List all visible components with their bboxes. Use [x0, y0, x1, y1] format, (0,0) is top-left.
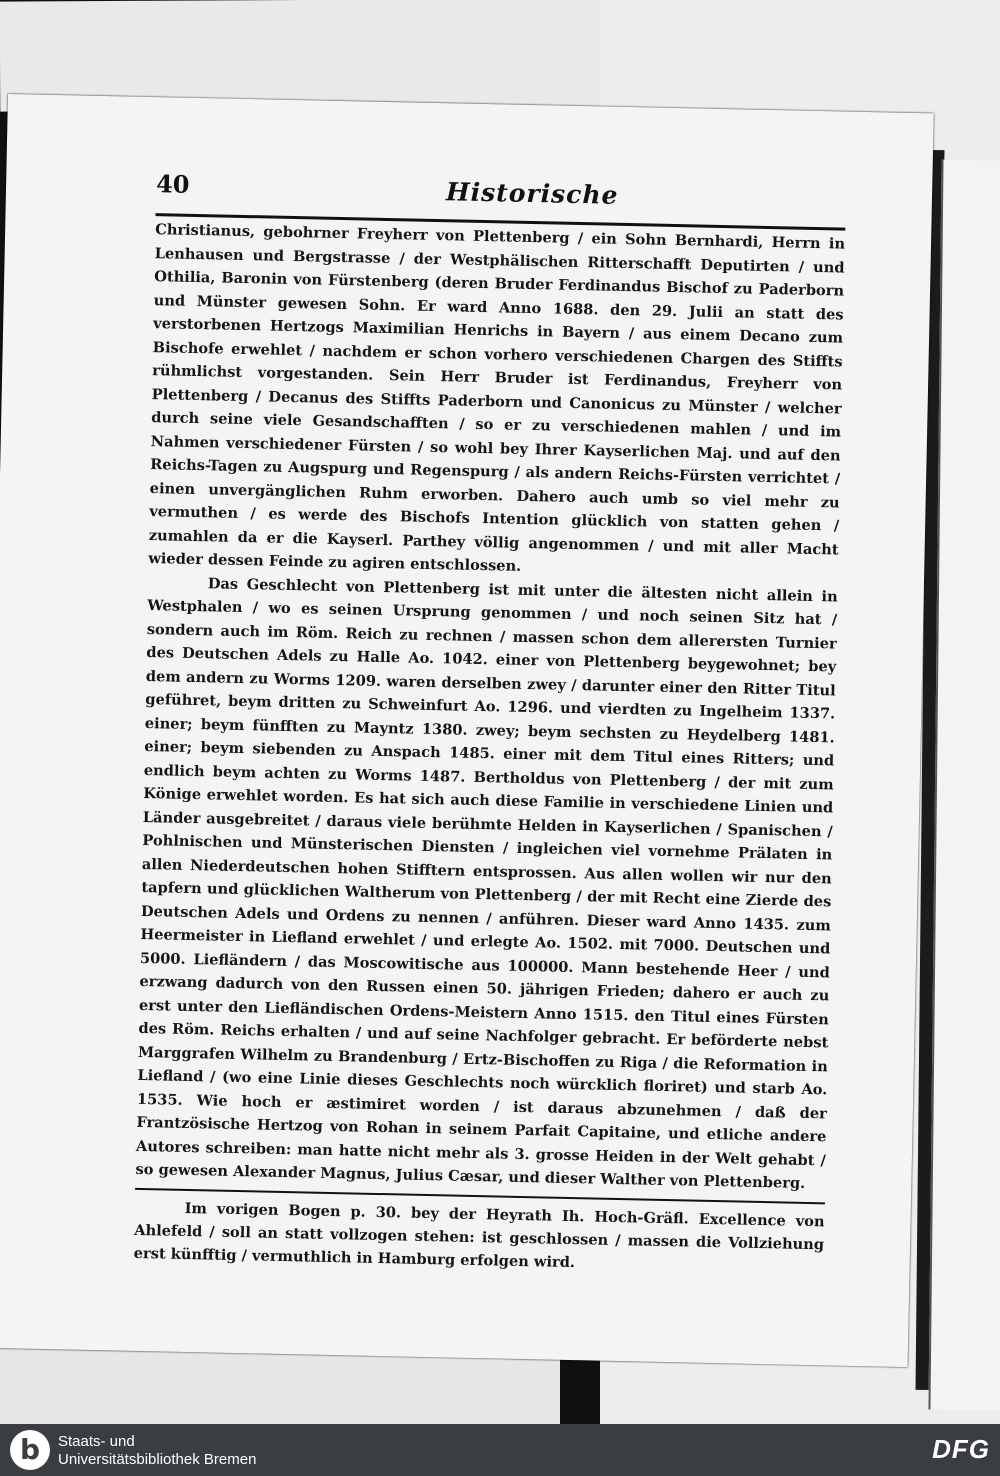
body-paragraph-2: Das Geschlecht von Plettenberg ist mit unter die ältesten nicht allein in Westphalen / wo es seinen Ursprung genommen / und noch seinen Sitz hat / sondern auch im Röm. Reich zu rechnen / massen schon dem allerersten Turnier des Deutschen Adels zu Halle Ao. 1042. einer von Plettenberg beygewohnet; bey dem andern zu Worms 1209. waren derselben zwey / darunter einer den Ritter Titul geführet, beym dritten zu Schweinfurt Ao. 1296. und vierdten zu Ingelheim 1337. einer; beym fünfften zu Mayntz 1380. zwey; beym sechsten zu Heydelberg 1481. einer; beym siebenden zu Anspach 1485. einer mit dem Titul eines Ritters; und endlich beym achten zu Worms 1487. Bertholdus von Plettenberg / der mit zum Könige erwehlet worden. Es hat sich auch diese Familie in verschiedene Linien und Länder ausgebreitet / daraus viele berühmte Helden in Kayserlichen / Spanischen / Pohlnischen und Münsterischen Diensten / ingleichen viel vornehme Prälaten in allen Niederdeutschen hohen Stifftern entsprossen. Aus allen wollen wir nur den tapfern und glücklichen Waltherum von Plettenberg / der mit Recht eine Zierde des Deutschen Adels und Ordens zu nennen / anführen. Dieser ward Anno 1435. zum Heermeister in Liefland erwehlet / und erlegte Ao. 1502. mit 7000. Deutschen und 5000. Liefländern / das Moscowitische aus 100000. Mann bestehende Heer / und erzwang dadurch von den Russen einen 50. jährigen Frieden; dahero er auch zu erst unter den Liefländischen Ordens-Meistern Anno 1515. den Titul eines Fürsten des Röm. Reichs erhalten / und auf seine Nachfolger gebracht. Er beförderte nebst Marggrafen Wilhelm zu Brandenburg / Ertz-Bischoffen zu Riga / die Reformation in Liefland / (wo eine Linie dieses Geschlechts noch würcklich floriret) und starb Ao. 1535. Wie hoch er æstimiret worden / ist daraus abzunehmen / daß der Frantzösische Hertzog von Rohan in seinem Parfait Capitaine, und etliche andere Autores schreiben: man hatte nicht mehr als 3. grosse Heiden in der Welt gehabt / so gewesen Alexander Magnus, Julius Cæsar, und dieser Walther von Plettenberg.: [135, 574, 838, 1192]
running-title: Historische: [445, 177, 619, 210]
page-content: [134, 169, 847, 1279]
document-page: [0, 94, 934, 1367]
body-paragraph-1: Christianus, gebohrner Freyherr von Plettenberg / ein Sohn Bernhardi, Herrn in Lenhausen und Bergstrasse / der Westphälischen Ritterschafft Deputirten / und Othilia, Baronin von Fürstenberg (deren Bruder Ferdinandus Bischof zu Paderborn und Münster gewesen Sohn. Er ward Anno 1688. den 29. Julii an statt des verstorbenen Hertzogs Maximilian Henrichs in Bayern / aus einem Decano zum Bischofe erwehlet / nachdem er schon vorhero verschiedenen Chargen des Stiffts rühmlichst vorgestanden. Sein Herr Bruder ist Ferdinandus, Freyherr von Plettenberg / Decanus des Stiffts Paderborn und Canonicus zu Münster / welcher durch seine viele Gesandschafften / so er zu verschiedenen mahlen / und im Nahmen verschiedener Fürsten / so wohl bey Ihrer Kayserlichen Maj. und auf den Reichs-Tagen zu Augspurg und Regenspurg / als andern Reichs-Fürsten verrichtet / einen unvergänglichen Ruhm erworben. Dahero auch umb so viel mehr zu vermuthen / es werde des Bischofs Intention glücklich von statten gehen / zumahlen da er die Kayserl. Parthey völlig angenommen / und mit aller Macht wieder dessen Feinde zu agiren entschlossen.: [148, 221, 846, 575]
library-name-line-2: Universitätsbibliothek Bremen: [58, 1451, 257, 1468]
page-number: 40: [155, 169, 190, 199]
facing-page-edge: [928, 160, 1000, 1411]
library-name-line-1: Staats- und: [58, 1433, 135, 1450]
footnote: Im vorigen Bogen p. 30. bey der Heyrath Ih. Hoch-Gräfl. Excellence von Ahlefeld / soll an statt vollzogen stehen: ist geschlossen / massen die Vollziehung erst künfftig / vermuthlich in Hamburg erfolgen wird.: [133, 1199, 825, 1271]
dfg-logo[interactable]: DFG: [932, 1434, 990, 1464]
library-logo-icon[interactable]: b: [10, 1430, 50, 1470]
library-footer-bar: [0, 1424, 1000, 1476]
library-name[interactable]: [58, 1433, 256, 1469]
